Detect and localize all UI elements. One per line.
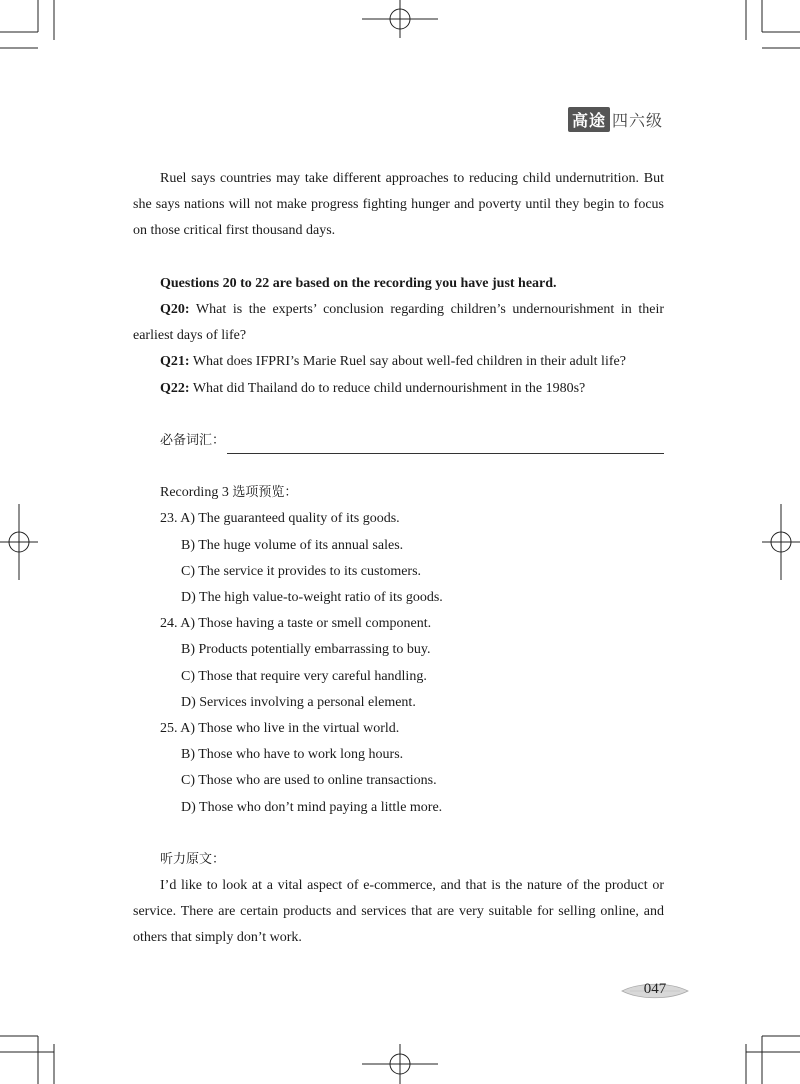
paragraph-line: on those critical first thousand days.: [133, 223, 336, 239]
option-line: 23. A) The guaranteed quality of its goods.: [160, 511, 400, 527]
questions-intro: Questions 20 to 22 are based on the recording you have just heard.: [160, 275, 557, 291]
option-line: C) Those who are used to online transactions.: [181, 773, 437, 789]
crop-mark-bottom-right: [746, 1036, 800, 1084]
question-text: What is the experts’ conclusion regarding children’s undernourishment in their: [195, 301, 664, 317]
paragraph-line: Ruel says countries may take different approaches to reducing child undernutrition. But: [160, 171, 664, 186]
option-line: C) Those that require very careful handling.: [181, 668, 427, 684]
recording-3-heading: [133, 480, 664, 506]
question-20: [133, 297, 664, 323]
crop-mark-top-left: [0, 0, 54, 48]
option-line: 25. A) Those who live in the virtual world.: [160, 720, 400, 736]
question-20-continued: earliest days of life?: [133, 328, 247, 344]
brand-text: 四六级: [611, 111, 663, 130]
recording-label: Recording 3: [160, 485, 233, 501]
recording-label-cn: 选项预览：: [232, 485, 298, 501]
option-line: C) The service it provides to its customers.: [181, 563, 422, 579]
crop-mark-top-right: [746, 0, 800, 48]
option-line: B) The huge volume of its annual sales.: [181, 537, 404, 553]
vocab-blank-line: [227, 435, 664, 454]
brand-logo: [568, 107, 663, 132]
option-line: 24. A) Those having a taste or smell component.: [160, 616, 432, 632]
crop-mark-bottom-left: [0, 1036, 54, 1084]
transcript-line: I’d like to look at a vital aspect of e-commerce, and that is the nature of the product or: [160, 878, 664, 894]
question-22: [133, 376, 664, 402]
registration-mark-left: [0, 504, 38, 580]
page-content: [133, 166, 664, 952]
registration-mark-bottom: [362, 1044, 438, 1084]
question-text: What did Thailand do to reduce child undernourishment in the 1980s?: [192, 380, 586, 396]
vocab-label: 必备词汇：: [160, 432, 226, 448]
question-label: Q20:: [160, 301, 190, 317]
option-line: D) Services involving a personal element.: [181, 694, 416, 710]
registration-mark-top: [362, 0, 438, 38]
vocab-row: [133, 428, 664, 454]
transcript-line: others that simply don’t work.: [133, 930, 302, 946]
question-text: What does IFPRI’s Marie Ruel say about well-fed children in their adult life?: [192, 354, 626, 370]
page-number-badge: [620, 978, 690, 1004]
option-line: D) The high value-to-weight ratio of its goods.: [181, 590, 443, 605]
page-number: 047: [643, 981, 667, 997]
paragraph-line: she says nations will not make progress fighting hunger and poverty until they begin to focus: [133, 197, 664, 213]
registration-mark-right: [762, 504, 800, 580]
brand-box: 高途: [568, 107, 610, 132]
question-21: [133, 349, 664, 375]
question-label: Q22:: [160, 380, 190, 396]
question-label: Q21:: [160, 354, 190, 370]
option-line: D) Those who don’t mind paying a little more.: [181, 799, 443, 815]
option-line: B) Products potentially embarrassing to buy.: [181, 642, 431, 658]
transcript-line: service. There are certain products and services that are very suitable for selling online, and: [133, 904, 664, 920]
transcript-label: 听力原文：: [160, 851, 226, 867]
option-line: B) Those who have to work long hours.: [181, 747, 404, 763]
